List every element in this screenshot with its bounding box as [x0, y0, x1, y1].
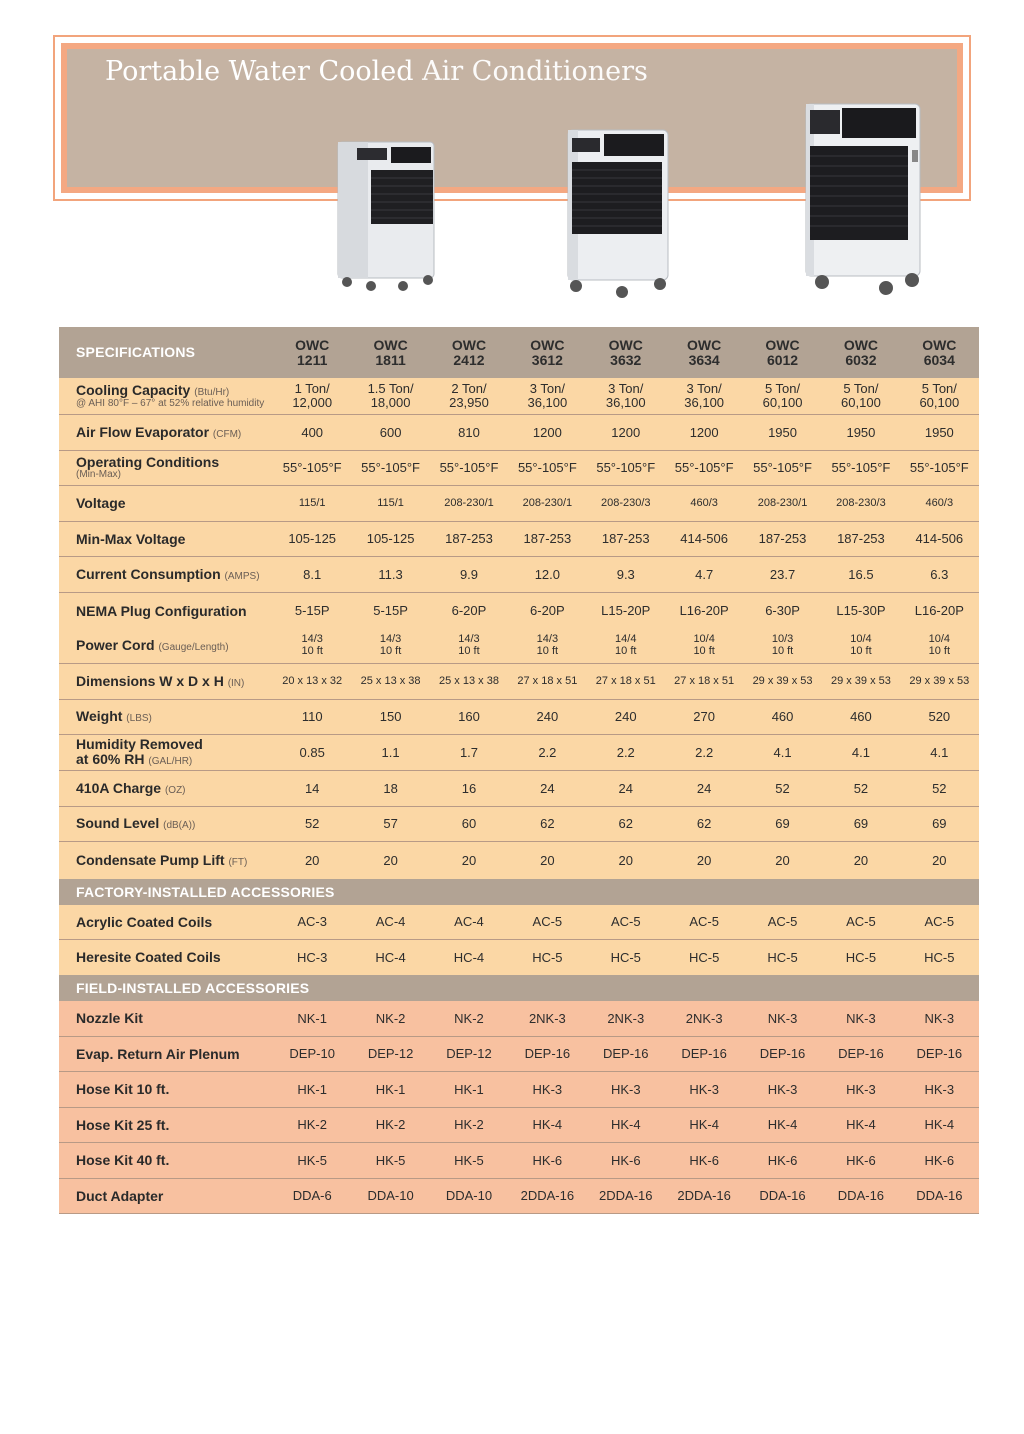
table-cell: 1.5 Ton/ 18,000	[367, 381, 414, 410]
table-cell: 52	[853, 780, 869, 796]
table-cell: 208-230/3	[600, 496, 651, 509]
table-cell: 208-230/1	[522, 496, 573, 509]
table-cell: 20	[540, 852, 555, 868]
model-header: OWC 2412	[451, 336, 487, 368]
owc-3612-unit-image	[562, 126, 674, 298]
table-cell: 10/3 10 ft	[771, 633, 794, 657]
table-cell: NK-3	[846, 1010, 876, 1026]
table-cell: 5 Ton/ 60,100	[762, 381, 803, 410]
table-cell: 9.3	[616, 566, 635, 582]
row-label: NEMA Plug Configuration	[76, 602, 247, 619]
table-cell: AC-5	[689, 914, 719, 930]
table-cell: HK-6	[767, 1152, 798, 1168]
table-cell: 14/4 10 ft	[615, 633, 637, 657]
table-cell: 460/3	[925, 496, 954, 509]
table-cell: 20	[775, 852, 790, 868]
table-cell: AC-4	[454, 914, 484, 930]
table-cell: 460/3	[690, 496, 718, 509]
row-label: Evap. Return Air Plenum	[76, 1045, 240, 1062]
table-cell: 23.7	[769, 566, 796, 582]
table-cell: HK-4	[689, 1117, 719, 1133]
title-light: Air Conditioners	[422, 56, 648, 87]
table-cell: 2.2	[616, 744, 635, 760]
table-cell: 9.9	[459, 566, 479, 582]
table-cell: 20 x 13 x 32	[282, 674, 343, 687]
row-label: Dimensions W x D x H (IN)	[76, 672, 245, 689]
table-cell: HC-3	[297, 949, 328, 965]
table-cell: 55°-105°F	[909, 460, 969, 476]
factory-section-header: FACTORY-INSTALLED ACCESSORIES	[59, 879, 979, 905]
table-cell: 6-20P	[451, 603, 487, 619]
table-cell: 52	[932, 780, 947, 796]
table-cell: 20	[696, 852, 712, 868]
table-cell: 187-253	[601, 531, 650, 547]
table-cell: HC-5	[845, 949, 877, 965]
table-cell: AC-5	[610, 914, 641, 930]
table-cell: 20	[304, 852, 320, 868]
table-cell: 2NK-3	[528, 1010, 566, 1026]
row-label: Hose Kit 10 ft.	[76, 1081, 170, 1098]
table-cell: AC-4	[375, 914, 406, 930]
table-cell: HK-5	[375, 1152, 406, 1168]
table-cell: 62	[540, 816, 555, 832]
table-cell: 69	[775, 816, 790, 832]
table-cell: HK-1	[454, 1081, 484, 1097]
table-cell: 4.1	[930, 744, 949, 760]
table-cell: 2.2	[538, 744, 557, 760]
table-cell: 27 x 18 x 51	[674, 674, 735, 687]
table-cell: 10/4 10 ft	[928, 633, 951, 657]
table-cell: HK-4	[532, 1117, 563, 1133]
table-cell: 8.1	[303, 566, 322, 582]
model-header: OWC 6012	[765, 336, 800, 368]
table-cell: HC-5	[532, 949, 563, 965]
table-cell: DEP-12	[367, 1046, 414, 1062]
table-row	[59, 1037, 979, 1072]
table-cell: 4.7	[695, 566, 714, 582]
table-cell: DEP-12	[446, 1046, 492, 1062]
table-cell: 5-15P	[373, 603, 408, 619]
table-row	[59, 629, 979, 664]
row-label: Cooling Capacity (Btu/Hr) @ AHI 80°F – 67° at 52% relative humidity	[76, 382, 265, 409]
field-section-header: FIELD-INSTALLED ACCESSORIES	[59, 975, 979, 1001]
table-cell: 6-30P	[765, 603, 800, 619]
table-cell: HK-3	[532, 1081, 563, 1097]
table-cell: 16	[461, 780, 477, 796]
table-cell: 3 Ton/ 36,100	[684, 381, 725, 410]
table-cell: 5 Ton/ 60,100	[919, 381, 960, 410]
table-row	[59, 940, 979, 975]
row-label: Hose Kit 40 ft.	[76, 1152, 170, 1169]
table-cell: 460	[771, 709, 794, 725]
table-cell: HK-2	[297, 1117, 327, 1133]
row-label: Heresite Coated Coils	[76, 949, 221, 966]
table-cell: AC-5	[846, 914, 876, 930]
table-cell: 600	[379, 424, 402, 440]
table-cell: 29 x 39 x 53	[909, 674, 970, 687]
table-cell: HC-5	[767, 949, 798, 965]
table-cell: 27 x 18 x 51	[595, 674, 656, 687]
table-row	[59, 1001, 979, 1037]
table-cell: HK-4	[924, 1117, 955, 1133]
table-cell: 55°-105°F	[753, 460, 812, 476]
table-cell: 1.1	[381, 744, 400, 760]
table-header-row	[59, 327, 979, 378]
table-cell: DDA-6	[292, 1188, 332, 1204]
table-cell: 208-230/1	[444, 496, 494, 509]
table-cell: 20	[853, 852, 869, 868]
title-bold: Portable Water Cooled	[105, 56, 414, 87]
table-cell: 1950	[846, 424, 876, 440]
table-cell: DEP-16	[916, 1046, 963, 1062]
table-cell: HC-5	[610, 949, 641, 965]
table-cell: 20	[618, 852, 633, 868]
spec-table	[59, 327, 979, 1214]
table-cell: 55°-105°F	[439, 460, 499, 476]
table-cell: DEP-16	[681, 1046, 727, 1062]
table-cell: 2NK-3	[685, 1010, 723, 1026]
table-cell: 29 x 39 x 53	[752, 674, 813, 687]
table-cell: HK-6	[689, 1152, 719, 1168]
table-cell: L15-20P	[601, 603, 651, 619]
table-cell: HC-5	[688, 949, 720, 965]
row-label: Current Consumption (AMPS)	[76, 565, 260, 582]
row-label: Min-Max Voltage	[76, 530, 186, 547]
table-cell: 25 x 13 x 38	[439, 674, 499, 687]
table-cell: 1950	[768, 424, 797, 440]
table-cell: 105-125	[288, 531, 337, 547]
table-cell: DDA-10	[445, 1188, 493, 1204]
row-label: Hose Kit 25 ft.	[76, 1116, 170, 1133]
table-row	[59, 842, 979, 879]
table-cell: HK-2	[375, 1117, 406, 1133]
table-cell: HK-3	[924, 1081, 955, 1097]
table-row	[59, 1072, 979, 1108]
table-cell: NK-2	[454, 1010, 484, 1026]
table-cell: 2DDA-16	[599, 1188, 653, 1204]
table-cell: 187-253	[523, 531, 572, 547]
table-row	[59, 700, 979, 735]
table-cell: 414-506	[680, 531, 728, 547]
table-cell: DDA-16	[837, 1188, 885, 1204]
table-cell: 414-506	[915, 531, 964, 547]
table-cell: DEP-16	[759, 1046, 806, 1062]
table-cell: 270	[693, 709, 715, 725]
table-cell: 62	[696, 816, 712, 832]
table-row	[59, 1143, 979, 1179]
table-cell: HC-4	[453, 949, 485, 965]
table-cell: HK-1	[297, 1081, 327, 1097]
table-cell: 1200	[611, 424, 641, 440]
table-cell: 1 Ton/ 12,000	[292, 381, 333, 410]
table-cell: 55°-105°F	[361, 460, 420, 476]
table-row	[59, 415, 979, 451]
table-row	[59, 486, 979, 522]
table-cell: 55°-105°F	[831, 460, 891, 476]
table-cell: DEP-10	[289, 1046, 335, 1062]
table-cell: 12.0	[534, 566, 561, 582]
page-title	[105, 56, 648, 96]
table-cell: HK-4	[846, 1117, 876, 1133]
table-cell: 5 Ton/ 60,100	[841, 381, 881, 410]
row-label: Condensate Pump Lift (FT)	[76, 851, 248, 868]
model-header: OWC 3634	[687, 336, 722, 368]
table-cell: 6.3	[930, 566, 949, 582]
table-cell: NK-3	[924, 1010, 955, 1026]
model-header: OWC 3632	[608, 336, 643, 368]
table-cell: 55°-105°F	[674, 460, 734, 476]
model-header: OWC 1811	[373, 336, 408, 368]
table-cell: DEP-16	[524, 1046, 571, 1062]
table-cell: 60	[461, 816, 477, 832]
table-cell: AC-5	[924, 914, 955, 930]
owc-6012-unit-image	[800, 100, 926, 298]
table-cell: 14	[304, 780, 320, 796]
table-row	[59, 522, 979, 557]
table-row	[59, 451, 979, 486]
table-cell: 400	[301, 424, 324, 440]
table-cell: 110	[301, 709, 323, 725]
table-cell: 6-20P	[530, 603, 565, 619]
row-label: Sound Level (dB(A))	[76, 815, 196, 832]
table-cell: HK-4	[610, 1117, 641, 1133]
table-cell: HK-1	[375, 1081, 406, 1097]
table-cell: 14/3 10 ft	[379, 633, 402, 657]
table-row	[59, 557, 979, 593]
table-cell: HK-3	[689, 1081, 719, 1097]
table-cell: HK-3	[767, 1081, 798, 1097]
model-header: OWC 6032	[843, 336, 879, 368]
table-cell: DEP-16	[838, 1046, 884, 1062]
table-cell: HK-6	[846, 1152, 876, 1168]
table-cell: 25 x 13 x 38	[360, 674, 421, 687]
table-cell: 55°-105°F	[517, 460, 577, 476]
table-cell: AC-5	[532, 914, 563, 930]
row-label: Air Flow Evaporator (CFM)	[76, 423, 242, 440]
table-cell: AC-3	[297, 914, 327, 930]
table-cell: 2NK-3	[607, 1010, 645, 1026]
table-cell: 2DDA-16	[520, 1188, 575, 1204]
table-cell: 1200	[689, 424, 719, 440]
table-cell: DDA-16	[759, 1188, 806, 1204]
table-cell: 105-125	[366, 531, 415, 547]
table-row	[59, 1179, 979, 1214]
table-cell: 1.7	[459, 744, 479, 760]
table-row	[59, 905, 979, 940]
table-row	[59, 664, 979, 700]
table-cell: HK-2	[454, 1117, 484, 1133]
row-label: Duct Adapter	[76, 1187, 164, 1204]
table-cell: HK-5	[454, 1152, 484, 1168]
table-cell: 20	[461, 852, 477, 868]
row-label: 410A Charge (OZ)	[76, 779, 186, 796]
table-cell: 2DDA-16	[677, 1188, 731, 1204]
table-cell: HK-6	[610, 1152, 641, 1168]
model-header: OWC 3612	[530, 336, 565, 368]
table-cell: 10/4 10 ft	[850, 633, 872, 657]
table-cell: HC-4	[375, 949, 406, 965]
table-cell: 69	[853, 816, 869, 832]
table-cell: HK-6	[532, 1152, 563, 1168]
table-cell: 16.5	[848, 566, 874, 582]
table-cell: AC-5	[767, 914, 798, 930]
owc-1211-unit-image	[333, 138, 443, 294]
row-label: Humidity Removed at 60% RH (GAL/HR)	[76, 736, 203, 768]
table-cell: HK-3	[846, 1081, 876, 1097]
table-cell: 1950	[924, 424, 954, 440]
table-cell: 460	[850, 709, 872, 725]
table-cell: DDA-16	[916, 1188, 963, 1204]
table-cell: 115/1	[298, 496, 326, 509]
table-cell: 24	[618, 780, 633, 796]
table-cell: 11.3	[378, 566, 403, 582]
table-cell: L15-30P	[836, 603, 886, 619]
row-label: Nozzle Kit	[76, 1010, 143, 1027]
table-row	[59, 807, 979, 842]
table-cell: 187-253	[758, 531, 807, 547]
table-cell: HK-5	[297, 1152, 327, 1168]
table-cell: 52	[304, 816, 320, 832]
table-cell: 187-253	[445, 531, 493, 547]
table-cell: 520	[928, 709, 951, 725]
row-label: Operating Conditions (Min-Max)	[76, 454, 220, 481]
table-cell: 3 Ton/ 36,100	[527, 381, 568, 410]
table-cell: 14/3 10 ft	[301, 633, 323, 657]
table-cell: L16-20P	[679, 603, 729, 619]
table-row	[59, 735, 979, 771]
table-cell: L16-20P	[914, 603, 964, 619]
table-cell: 29 x 39 x 53	[830, 674, 891, 687]
table-cell: 57	[383, 816, 398, 832]
table-row	[59, 593, 979, 629]
table-cell: 18	[383, 780, 398, 796]
table-cell: 187-253	[837, 531, 885, 547]
table-cell: 4.1	[851, 744, 870, 760]
table-cell: 55°-105°F	[596, 460, 656, 476]
table-cell: 1200	[532, 424, 562, 440]
table-cell: 2 Ton/ 23,950	[449, 381, 489, 410]
table-cell: HK-3	[610, 1081, 641, 1097]
table-cell: 62	[618, 816, 633, 832]
table-cell: 0.85	[299, 744, 325, 760]
row-label: Power Cord (Gauge/Length)	[76, 637, 229, 654]
table-row	[59, 1108, 979, 1143]
table-cell: 24	[540, 780, 555, 796]
table-cell: NK-1	[297, 1010, 327, 1026]
table-cell: 27 x 18 x 51	[517, 674, 578, 687]
table-cell: HK-4	[767, 1117, 798, 1133]
table-cell: 115/1	[377, 496, 404, 509]
table-cell: 52	[775, 780, 790, 796]
table-cell: HK-6	[924, 1152, 955, 1168]
table-cell: DDA-10	[367, 1188, 414, 1204]
table-cell: 160	[458, 709, 480, 725]
table-cell: 4.1	[773, 744, 792, 760]
table-cell: 20	[383, 852, 398, 868]
table-row	[59, 771, 979, 807]
specifications-header: SPECIFICATIONS	[76, 344, 196, 361]
table-cell: 240	[536, 709, 559, 725]
table-cell: 69	[932, 816, 947, 832]
table-cell: 55°-105°F	[282, 460, 342, 476]
table-cell: 208-230/3	[836, 496, 886, 509]
table-cell: NK-2	[375, 1010, 406, 1026]
table-cell: 208-230/1	[757, 496, 808, 509]
table-cell: 24	[696, 780, 712, 796]
table-cell: 810	[458, 424, 480, 440]
model-header: OWC 1211	[295, 336, 330, 368]
table-cell: HC-5	[924, 949, 955, 965]
table-cell: 5-15P	[294, 603, 330, 619]
table-cell: 240	[614, 709, 637, 725]
row-label: Voltage	[76, 495, 126, 512]
table-cell: 10/4 10 ft	[693, 633, 715, 657]
table-cell: 150	[379, 709, 402, 725]
table-cell: 2.2	[695, 744, 714, 760]
table-cell: 14/3 10 ft	[458, 633, 480, 657]
table-cell: 14/3 10 ft	[536, 633, 559, 657]
table-cell: DEP-16	[602, 1046, 649, 1062]
row-label: Weight (LBS)	[76, 708, 152, 725]
table-cell: NK-3	[767, 1010, 798, 1026]
table-row	[59, 378, 979, 415]
table-cell: 3 Ton/ 36,100	[605, 381, 646, 410]
table-cell: 20	[932, 852, 947, 868]
row-label: Acrylic Coated Coils	[76, 913, 213, 930]
model-header: OWC 6034	[922, 336, 957, 368]
